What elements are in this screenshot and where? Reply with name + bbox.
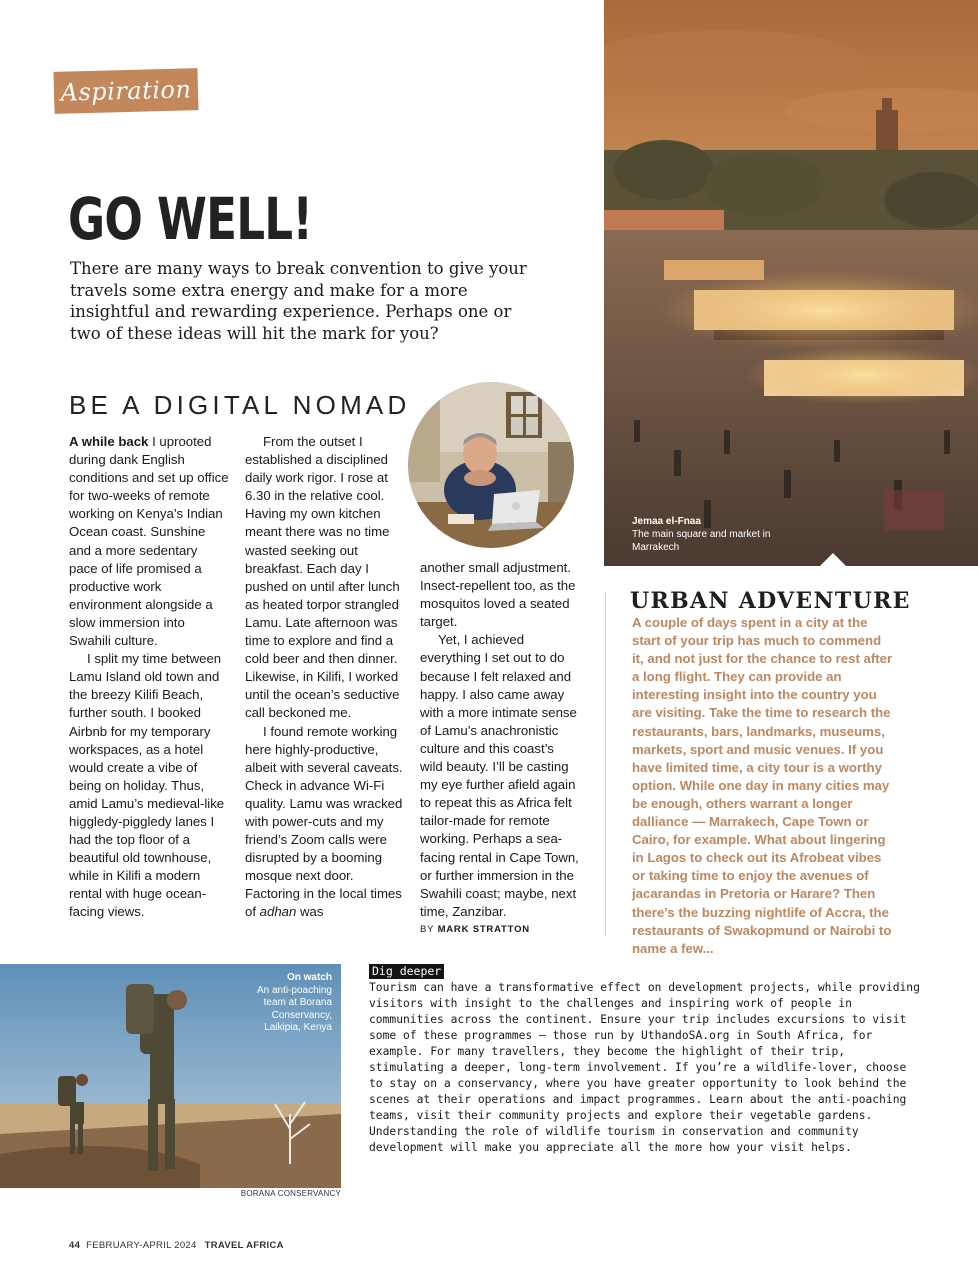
caption-text: An anti-poaching team at Borana Conservancy, Laikipia, Kenya	[256, 984, 332, 1033]
nomad-section-title: BE A DIGITAL NOMAD	[69, 390, 411, 420]
paragraph: another small adjustment. Insect-repellent too, as the mosquitos loved a seated target.	[420, 560, 576, 630]
lead-in: A while back	[69, 434, 149, 449]
marrakech-square-photo	[604, 0, 978, 566]
caption-title: On watch	[286, 972, 332, 983]
byline	[420, 921, 580, 939]
urban-adventure-title: URBAN ADVENTURE	[630, 588, 911, 614]
page-number: 44	[69, 1240, 81, 1251]
intro-standfirst: There are many ways to break convention to give your travels some extra energy and make for a more insightful and rewarding experience. Perhaps one or two of these ideas will hit the mark for you?	[70, 259, 527, 343]
article-column-2	[245, 433, 405, 922]
section-tag	[53, 68, 198, 114]
paragraph-text: I found remote working here highly-productive, albeit with several caveats. Check in advance Wi-Fi quality. Lamu was wracked with power-cuts and my friend’s Zoom calls were disrupted by a booming mosque next door. Factoring in the local times of	[245, 723, 403, 920]
headline: GO WELL!	[68, 185, 313, 253]
paragraph: From the outset I established a disciplined daily work rigor. I rose at 6.30 in the relative cool. Having my own kitchen meant there was no time wasted seeking out breakfast. Each day I pushed on until after lunch as heated torpor strangled Lamu. Late afternoon was time to explore and find a cold beer and then dinner. Likewise, in Kilifi, I worked until the ocean’s seductive call beckoned me.	[245, 434, 400, 721]
caption-pointer	[820, 553, 846, 566]
page-footer	[69, 1240, 284, 1251]
urban-adventure-body: A couple of days spent in a city at the start of your trip has much to commend it, and not just for the chance to rest after a long flight. They can provide an interesting insight into the country you are visiting. Take the time to research the restaurants, bars, landmarks, museums, markets, sport and music venues. If you have limited time, a city tour is a worthy option. While one day in many cities may be enough, others warrant a longer dalliance — Marrakech, Cape Town or Cairo, for example. What about lingering in Lagos to check out its Afrobeat vibes or taking time to enjoy the avenues of jacarandas in Pretoria or Harare? Then there’s the buzzing nightlife of Accra, the restaurants of Swakopmund or Nairobi to name a few...	[632, 615, 893, 956]
issue-date: FEBRUARY-APRIL 2024	[86, 1240, 197, 1251]
section-tag-label: Aspiration	[60, 75, 192, 107]
sidebar-divider	[605, 592, 606, 936]
dig-deeper-label: Dig deeper	[369, 964, 444, 979]
marrakech-caption	[632, 515, 772, 554]
anti-poaching-caption	[236, 972, 332, 1035]
photo-credit: BORANA CONSERVANCY	[240, 1189, 341, 1198]
paragraph: I split my time between Lamu Island old town and the breezy Kilifi Beach, further south. I booked Airbnb for my temporary workspaces, as a hotel would create a vibe of being on holiday. Thus, amid Lamu’s medieval-like higgledy-piggledy lanes I had the top floor of a beautiful old townhouse, while in Kilifi a modern rental with huge ocean-facing views.	[69, 651, 225, 920]
author-working-photo	[408, 382, 574, 548]
paragraph	[69, 433, 229, 650]
magazine-name: TRAVEL AFRICA	[204, 1240, 284, 1251]
byline-prefix: BY	[420, 923, 435, 935]
byline-author: MARK STRATTON	[437, 923, 530, 935]
caption-text: The main square and market in Marrakech	[632, 529, 771, 553]
paragraph: Yet, I achieved everything I set out to do because I felt relaxed and happy. I also came away with a more intimate sense of Lamu’s anachronistic culture and this coast’s wild beauty. I’ll be casting my eye further afield again to repeat this as Africa felt tailor-made for remote working. Perhaps a sea-facing rental in Cape Town, or further immersion in the Swahili coast; maybe, next time, Zanzibar.	[420, 632, 579, 919]
caption-title: Jemaa el-Fnaa	[632, 516, 701, 527]
paragraph-text: I uprooted during dank English conditions and set up office for two-weeks of remote working on Kenya’s Indian Ocean coast. Sunshine and a more sedentary pace of life promised a productive work environment alongside a slow immersion into Swahili culture.	[69, 434, 229, 649]
paragraph	[245, 723, 405, 922]
dig-deeper-body: Tourism can have a transformative effect on development projects, while providing visitors with insight to the challenges and inspiring work of people in communities across the continent. Ensure your trip includes excursions to visit some of these programmes — those run by UthandoSA.org in South Africa, for example. For many travellers, they become the highlight of their trip, stimulating a deeper, long-term involvement. If you’re a wildlife-lover, choose to stay on a conservancy, where you have greater opportunity to look behind the scenes at their operations and impact programmes. Learn about the anti-poaching teams, visit their community projects and explore their vegetable gardens. Understanding the role of wildlife tourism in conservation and community development will make you appreciate all the more how your visit helps.	[369, 981, 920, 1154]
italic-term: adhan	[259, 904, 297, 920]
article-column-3	[420, 559, 580, 939]
article-column-1	[69, 433, 229, 922]
paragraph-text: was	[296, 904, 324, 920]
